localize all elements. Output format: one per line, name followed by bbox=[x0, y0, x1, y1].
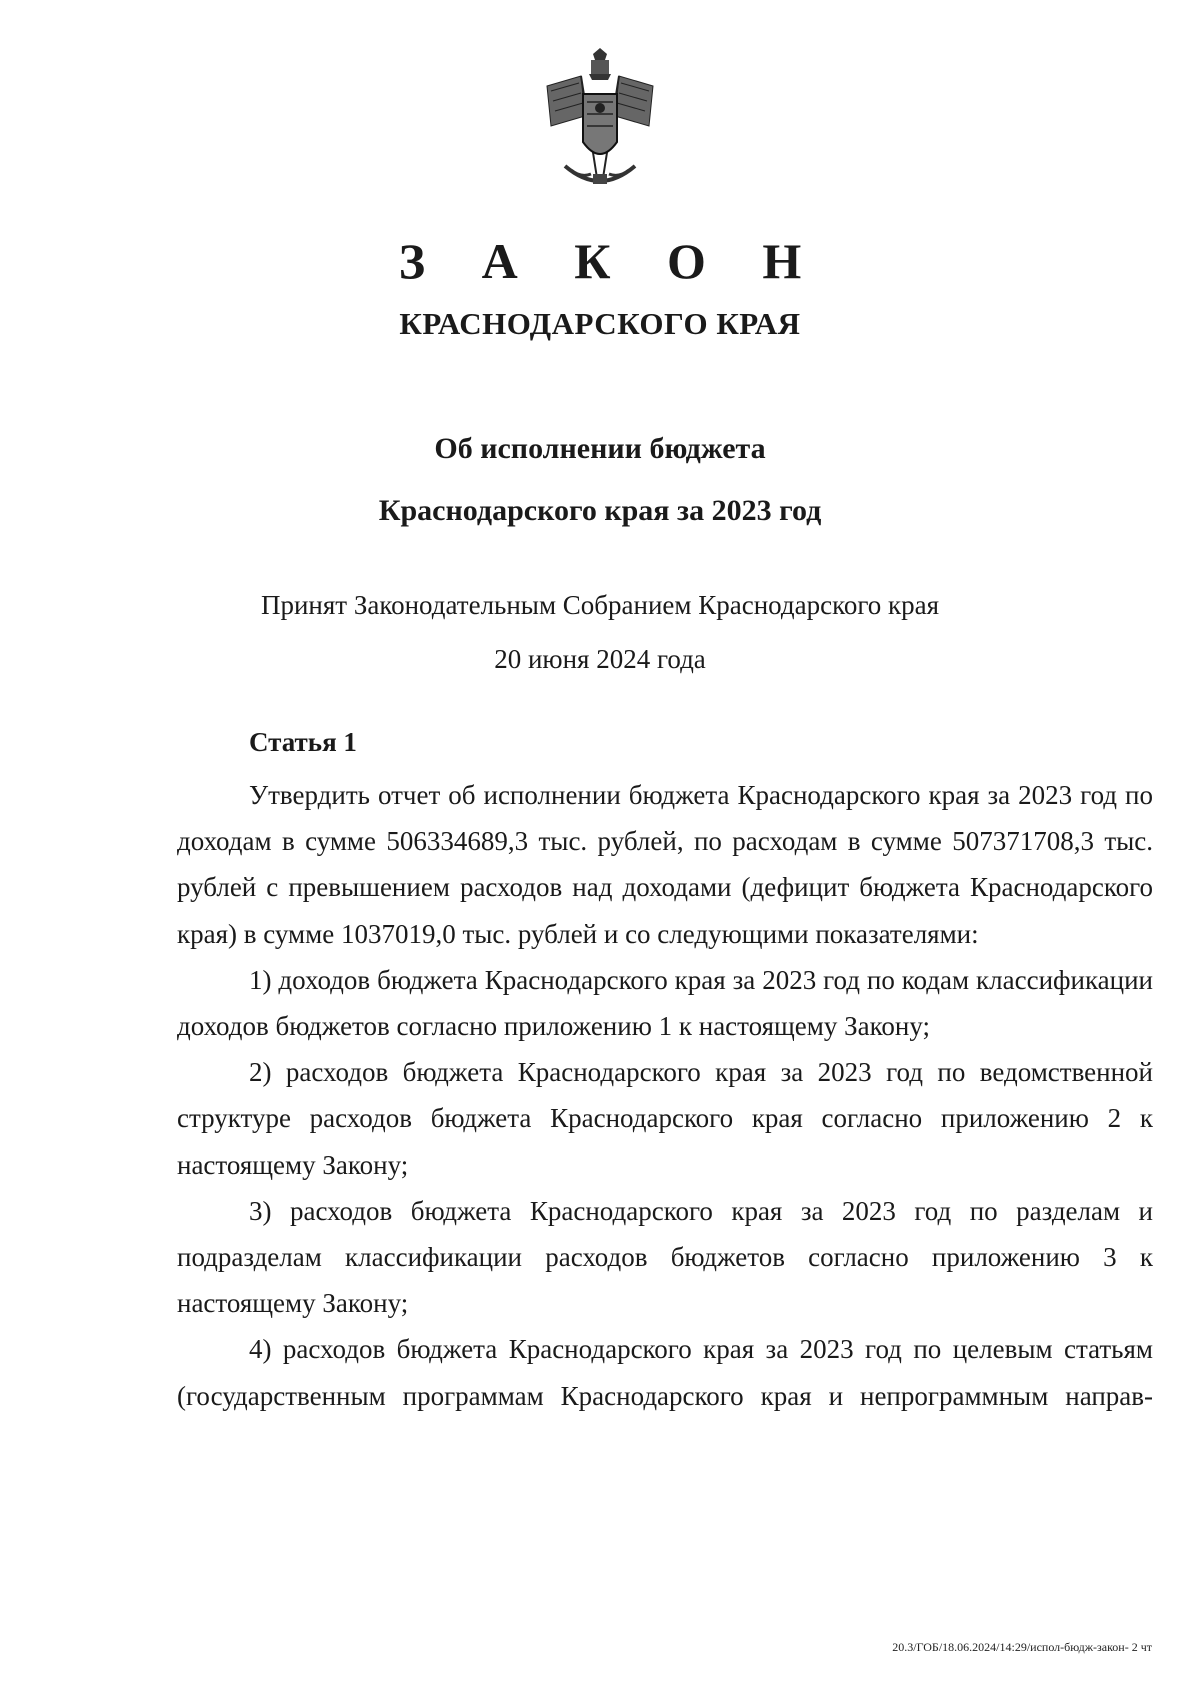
article-heading: Статья 1 bbox=[249, 727, 357, 757]
region-title: КРАСНОДАРСКОГО КРАЯ bbox=[399, 306, 801, 341]
subject-line-2: Краснодарского края за 2023 год bbox=[378, 494, 822, 527]
article-intro-paragraph: Утвердить отчет об исполнении бюджета Краснодарского края за 2023 год по доходам в сумме 506334689,3 тыс. рублей, по расходам в сумме 507371708,3 тыс. рублей с превышением расходов над доходами (дефицит бюджета Краснодарского края) в сумме 1037019,0 тыс. рублей и со следующими показателями: bbox=[177, 780, 1153, 949]
adoption-line-1: Принят Законодательным Собранием Краснодарского края bbox=[260, 590, 940, 620]
law-subject bbox=[0, 418, 1200, 542]
article-item: 1) доходов бюджета Краснодарского края за 2023 год по кодам классификации доходов бюджетов согласно приложению 1 к настоящему Закону; bbox=[177, 964, 1153, 1042]
article-item: 3) расходов бюджета Краснодарского края за 2023 год по разделам и подразделам классификации расходов бюджетов согласно приложению 3 к настоящему Закону; bbox=[177, 1195, 1153, 1319]
article-body bbox=[177, 772, 1153, 1419]
article-item: 2) расходов бюджета Краснодарского края за 2023 год по ведомственной структуре расходов бюджета Краснодарского края согласно приложению 2 к настоящему Закону; bbox=[177, 1057, 1153, 1180]
coat-of-arms-emblem bbox=[541, 46, 659, 196]
article-item: 4) расходов бюджета Краснодарского края за 2023 год по целевым статьям (государственным программам Краснодарского края и непрограммным направ- bbox=[177, 1334, 1153, 1411]
adoption-note bbox=[0, 578, 1200, 686]
law-title: З А К О Н bbox=[398, 233, 824, 289]
footer-document-stamp: 20.3/ГОБ/18.06.2024/14:29/испол-бюдж-закон- 2 чт bbox=[892, 1640, 1152, 1654]
adoption-date: 20 июня 2024 года bbox=[494, 644, 706, 674]
subject-line-1: Об исполнении бюджета bbox=[434, 432, 766, 465]
